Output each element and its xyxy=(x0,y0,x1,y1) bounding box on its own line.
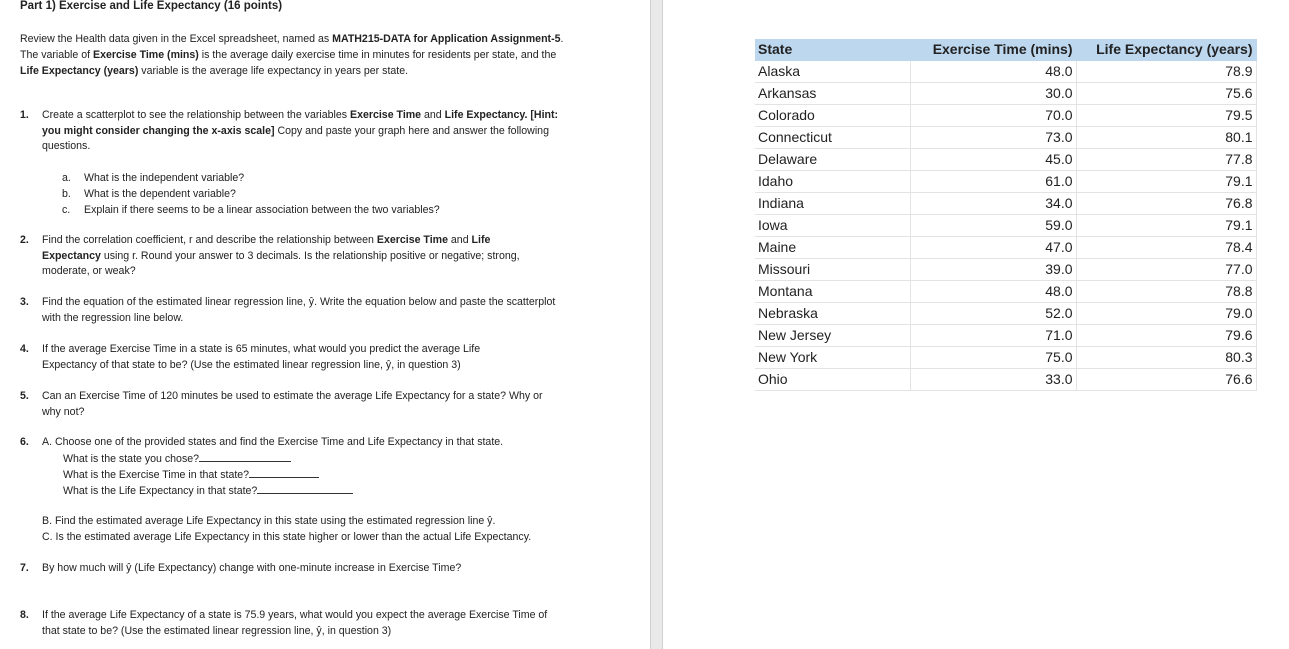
text-run: and xyxy=(421,109,445,121)
life-cell[interactable]: 78.4 xyxy=(1076,236,1256,258)
variable-exercise: Exercise Time (mins) xyxy=(93,49,199,61)
question-text: B. Find the estimated average Life Expectancy in this state using the estimated regression line ŷ. xyxy=(42,515,496,527)
exercise-cell[interactable]: 75.0 xyxy=(910,346,1076,368)
state-cell[interactable]: Connecticut xyxy=(755,126,910,148)
table-header-row xyxy=(755,39,1256,60)
question-number: 3. xyxy=(20,296,29,308)
intro-text: . The variable of xyxy=(20,33,564,61)
life-cell[interactable]: 76.6 xyxy=(1076,368,1256,390)
question-text xyxy=(42,108,564,155)
line-label: What is the Exercise Time in that state? xyxy=(63,469,250,481)
bold-run: Exercise Time xyxy=(350,109,422,121)
answer-line-life xyxy=(63,483,353,497)
exercise-cell[interactable]: 59.0 xyxy=(910,214,1076,236)
header-life[interactable]: Life Expectancy (years) xyxy=(1076,39,1256,60)
intro-paragraph xyxy=(20,31,565,79)
question-number: 6. xyxy=(20,436,29,448)
table-row xyxy=(755,148,1256,170)
life-cell[interactable]: 79.6 xyxy=(1076,324,1256,346)
table-row xyxy=(755,302,1256,324)
question-6c xyxy=(42,530,532,546)
question-number: 7. xyxy=(20,562,29,574)
table-row xyxy=(755,280,1256,302)
line-label: What is the Life Expectancy in that state? xyxy=(63,485,258,497)
state-cell[interactable]: Idaho xyxy=(755,170,910,192)
question-text: C. Is the estimated average Life Expectancy in this state higher or lower than the actual Life Expectancy. xyxy=(42,531,532,543)
page-heading: Part 1) Exercise and Life Expectancy (16 points) xyxy=(20,0,283,12)
answer-blank[interactable] xyxy=(257,483,353,494)
exercise-cell[interactable]: 47.0 xyxy=(910,236,1076,258)
life-cell[interactable]: 78.9 xyxy=(1076,60,1256,82)
question-text: By how much will ŷ (Life Expectancy) change with one-minute increase in Exercise Time? xyxy=(42,562,462,574)
question-number: 4. xyxy=(20,343,29,355)
exercise-cell[interactable]: 48.0 xyxy=(910,280,1076,302)
answer-blank[interactable] xyxy=(199,451,291,462)
state-cell[interactable]: Missouri xyxy=(755,258,910,280)
state-cell[interactable]: Delaware xyxy=(755,148,910,170)
sub-letter: c. xyxy=(62,204,71,216)
question-1 xyxy=(20,108,565,156)
page-divider xyxy=(650,0,663,649)
question-text: If the average Life Expectancy of a state is 75.9 years, what would you expect the average Exercise Time of that state to be? (Use the estimated linear regression line, ŷ, in question 3) xyxy=(42,609,548,637)
exercise-cell[interactable]: 33.0 xyxy=(910,368,1076,390)
text-run: and xyxy=(447,234,472,246)
exercise-cell[interactable]: 73.0 xyxy=(910,126,1076,148)
question-text: Find the equation of the estimated linear regression line, ŷ. Write the equation below and paste the scatterplot with the regression line below. xyxy=(42,296,556,324)
variable-life: Life Expectancy (years) xyxy=(20,65,139,77)
life-cell[interactable]: 79.5 xyxy=(1076,104,1256,126)
sub-letter: a. xyxy=(62,172,71,184)
header-state[interactable]: State xyxy=(755,39,910,60)
question-text: A. Choose one of the provided states and find the Exercise Time and Life Expectancy in that state. xyxy=(42,436,504,448)
exercise-cell[interactable]: 61.0 xyxy=(910,170,1076,192)
exercise-cell[interactable]: 45.0 xyxy=(910,148,1076,170)
state-cell[interactable]: New Jersey xyxy=(755,324,910,346)
state-cell[interactable]: Nebraska xyxy=(755,302,910,324)
exercise-cell[interactable]: 48.0 xyxy=(910,60,1076,82)
text-run: using r. Round your answer to 3 decimals. Is the relationship positive or negative; strong, moderate, or weak? xyxy=(42,249,520,277)
table-row xyxy=(755,126,1256,148)
question-6b xyxy=(42,514,542,530)
sub-text: What is the dependent variable? xyxy=(84,188,236,200)
state-cell[interactable]: Ohio xyxy=(755,368,910,390)
life-cell[interactable]: 76.8 xyxy=(1076,192,1256,214)
question-number: 1. xyxy=(20,109,29,121)
answer-line-exercise xyxy=(63,467,319,481)
question-text xyxy=(42,233,552,280)
table-row xyxy=(755,214,1256,236)
intro-text: is the average daily exercise time in minutes for residents per state, and the xyxy=(198,49,557,61)
state-cell[interactable]: New York xyxy=(755,346,910,368)
text-run: Create a scatterplot to see the relationship between the variables xyxy=(42,109,350,121)
data-table xyxy=(755,39,1257,391)
table-row xyxy=(755,258,1256,280)
state-cell[interactable]: Arkansas xyxy=(755,82,910,104)
bold-run: Exercise Time xyxy=(376,234,448,246)
sub-text: Explain if there seems to be a linear association between the two variables? xyxy=(84,204,440,216)
question-number: 5. xyxy=(20,390,29,402)
text-run: Find the correlation coefficient, r and describe the relationship between xyxy=(42,234,377,246)
life-cell[interactable]: 80.3 xyxy=(1076,346,1256,368)
exercise-cell[interactable]: 34.0 xyxy=(910,192,1076,214)
intro-text: Review the Health data given in the Excel spreadsheet, named as xyxy=(20,33,333,45)
life-cell[interactable]: 75.6 xyxy=(1076,82,1256,104)
bold-run: Life Expectancy xyxy=(42,234,491,262)
file-name: MATH215-DATA for Application Assignment-5 xyxy=(332,33,561,45)
table-row xyxy=(755,60,1256,82)
question-number: 8. xyxy=(20,609,29,621)
table-row xyxy=(755,82,1256,104)
state-cell[interactable]: Montana xyxy=(755,280,910,302)
life-cell[interactable]: 77.0 xyxy=(1076,258,1256,280)
sub-letter: b. xyxy=(62,188,71,200)
question-text: Can an Exercise Time of 120 minutes be used to estimate the average Life Expectancy for a state? Why or why not? xyxy=(42,390,543,418)
intro-text: variable is the average life expectancy in years per state. xyxy=(138,65,409,77)
exercise-cell[interactable]: 52.0 xyxy=(910,302,1076,324)
state-cell[interactable]: Colorado xyxy=(755,104,910,126)
life-cell[interactable]: 79.1 xyxy=(1076,170,1256,192)
table-row xyxy=(755,324,1256,346)
exercise-cell[interactable]: 30.0 xyxy=(910,82,1076,104)
table-row xyxy=(755,346,1256,368)
life-cell[interactable]: 78.8 xyxy=(1076,280,1256,302)
state-cell[interactable]: Maine xyxy=(755,236,910,258)
text-run: Copy and paste your graph here and answer the following questions. xyxy=(42,124,549,152)
table-row xyxy=(755,170,1256,192)
life-cell[interactable]: 80.1 xyxy=(1076,126,1256,148)
header-exercise[interactable]: Exercise Time (mins) xyxy=(910,39,1076,60)
exercise-cell[interactable]: 70.0 xyxy=(910,104,1076,126)
state-cell[interactable]: Indiana xyxy=(755,192,910,214)
sub-text: What is the independent variable? xyxy=(84,172,245,184)
exercise-cell[interactable]: 71.0 xyxy=(910,324,1076,346)
table-row xyxy=(755,104,1256,126)
bold-run: Life Expectancy. [Hint: you might consider changing the x-axis scale] xyxy=(42,109,559,137)
table-row xyxy=(755,236,1256,258)
life-cell[interactable]: 77.8 xyxy=(1076,148,1256,170)
question-number: 2. xyxy=(20,234,29,246)
life-cell[interactable]: 79.1 xyxy=(1076,214,1256,236)
life-cell[interactable]: 79.0 xyxy=(1076,302,1256,324)
question-text: If the average Exercise Time in a state is 65 minutes, what would you predict the average Life Expectancy of that state to be? (Use the estimated linear regression line, ŷ, in question 3) xyxy=(42,343,481,371)
table-row xyxy=(755,192,1256,214)
table-row xyxy=(755,368,1256,390)
state-cell[interactable]: Alaska xyxy=(755,60,910,82)
exercise-cell[interactable]: 39.0 xyxy=(910,258,1076,280)
answer-blank[interactable] xyxy=(249,467,319,478)
answer-line-state xyxy=(63,451,291,465)
state-cell[interactable]: Iowa xyxy=(755,214,910,236)
line-label: What is the state you chose? xyxy=(63,453,200,465)
